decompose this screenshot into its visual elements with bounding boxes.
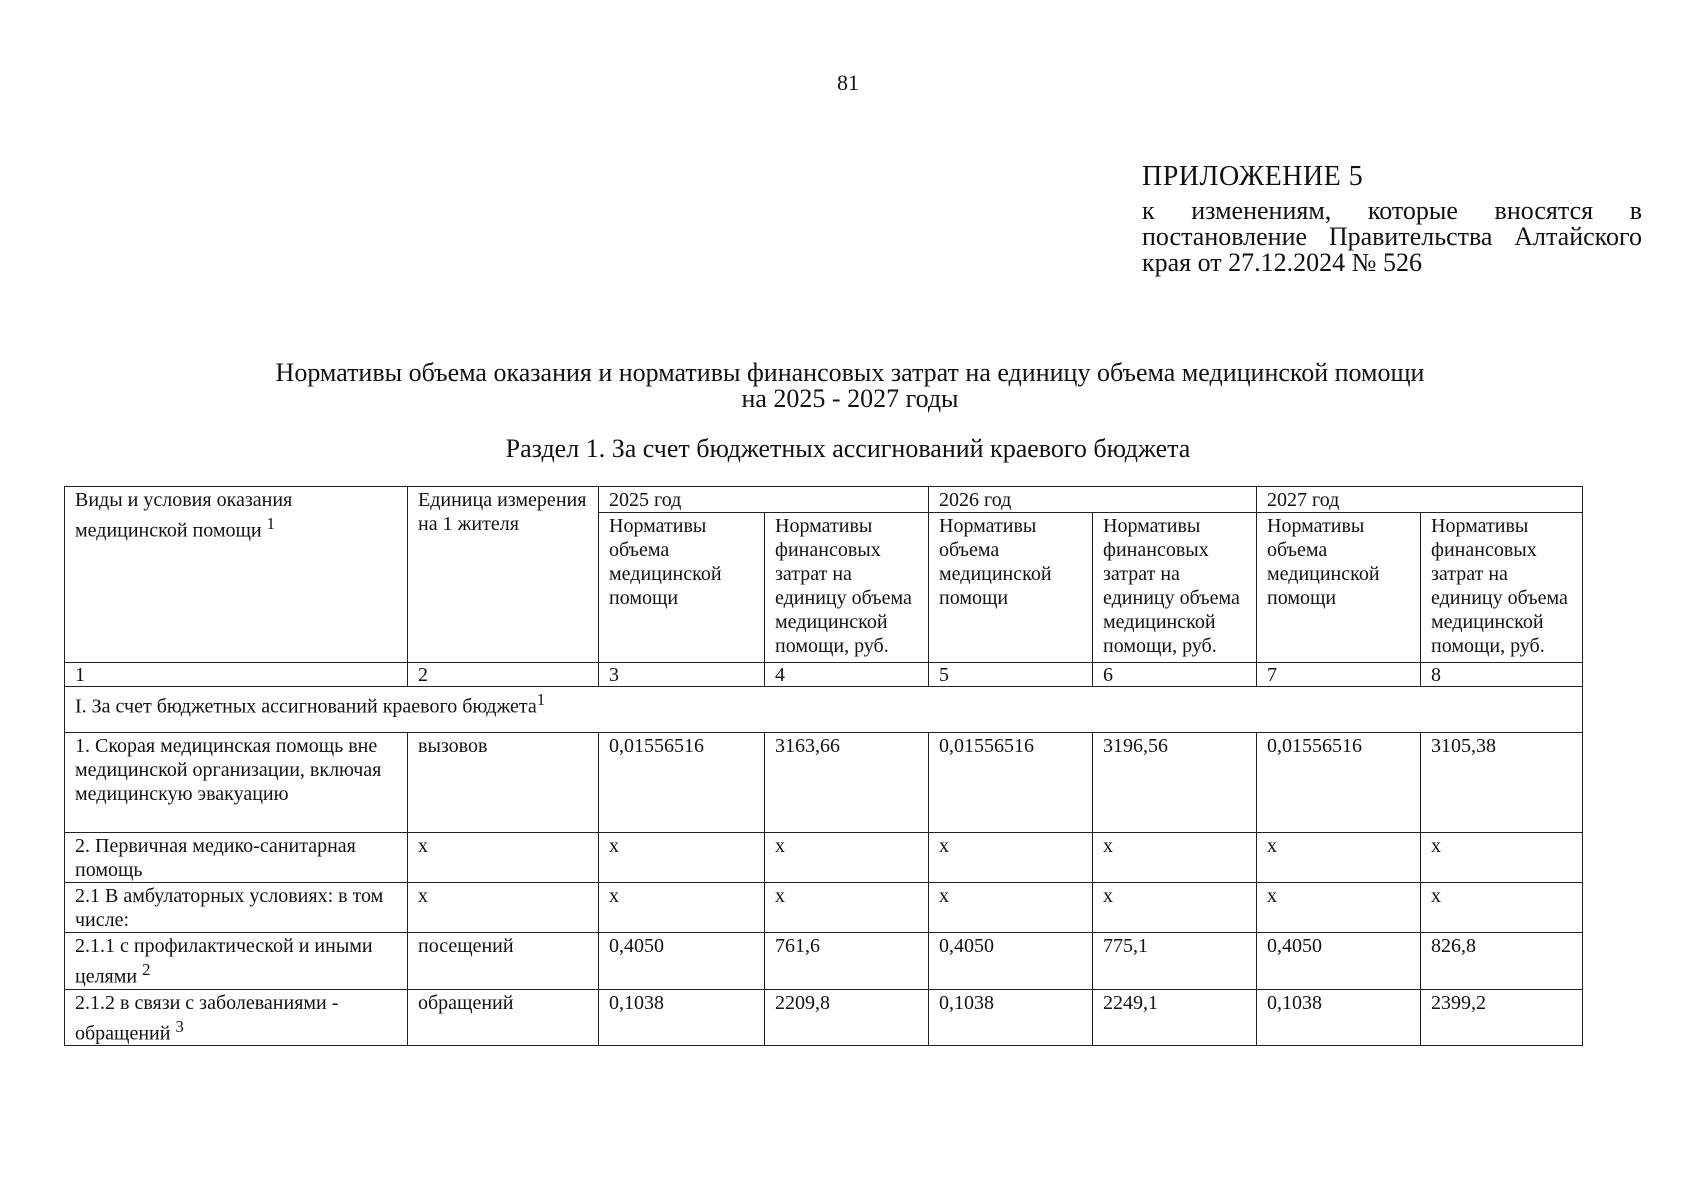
table-row	[65, 933, 1583, 990]
column-number-row	[65, 663, 1583, 687]
header-year-2025: 2025 год	[599, 487, 929, 513]
page-number: 81	[837, 70, 859, 95]
document-title-line-1: Нормативы объема оказания и нормативы финансовых затрат на единицу объема медицинской помощи	[275, 358, 1425, 387]
row-name	[65, 883, 408, 933]
row-cell-c2025: 761,6	[765, 933, 929, 990]
table-row	[65, 989, 1583, 1046]
row-cell-c2027: х	[1421, 833, 1583, 883]
row-footnote: 2	[142, 960, 151, 979]
row-cell-v2027: 0,4050	[1257, 933, 1421, 990]
row-name-label: 2.1 В амбулаторных условиях: в том числе:	[75, 885, 384, 931]
column-number: 4	[765, 663, 929, 687]
row-cell-unit: х	[408, 883, 599, 933]
row-cell-v2025: 0,01556516	[599, 733, 765, 833]
header-row-years	[65, 487, 1583, 513]
column-number: 6	[1093, 663, 1257, 687]
row-cell-unit: посещений	[408, 933, 599, 990]
row-cell-c2026: 3196,56	[1093, 733, 1257, 833]
row-name-label: 2.1.1 с профилактической и иными целями	[75, 935, 373, 988]
row-cell-v2026: 0,01556516	[929, 733, 1093, 833]
header-volume-2027: Нормативы объема медицинской помощи	[1257, 513, 1421, 663]
row-cell-unit: обращений	[408, 989, 599, 1046]
header-type	[65, 487, 408, 663]
row-name-label: 1. Скорая медицинская помощь вне медицинской организации, включая медицинскую эвакуацию	[75, 735, 382, 805]
row-cell-v2025: х	[599, 833, 765, 883]
row-name	[65, 833, 408, 883]
row-cell-v2026: х	[929, 883, 1093, 933]
row-name-label: 2.1.2 в связи с заболеваниями - обращений	[75, 991, 339, 1045]
section-row-footnote: 1	[536, 690, 546, 709]
row-name	[65, 989, 408, 1046]
norms-table	[64, 486, 1583, 1046]
header-cost-2026: Нормативы финансовых затрат на единицу объема медицинской помощи, руб.	[1093, 513, 1257, 663]
section-row-cell	[65, 687, 1583, 733]
column-number: 2	[408, 663, 599, 687]
row-cell-c2025: 3163,66	[765, 733, 929, 833]
section-row	[65, 687, 1583, 733]
document-title	[160, 360, 1540, 412]
header-unit: Единица измерения на 1 жителя	[408, 487, 599, 663]
section-title: Раздел 1. За счет бюджетных ассигнований краевого бюджета	[505, 434, 1191, 463]
row-cell-v2027: х	[1257, 833, 1421, 883]
row-cell-c2027: 826,8	[1421, 933, 1583, 990]
row-cell-c2027: х	[1421, 883, 1583, 933]
header-volume-2025: Нормативы объема медицинской помощи	[599, 513, 765, 663]
header-type-footnote: 1	[266, 514, 275, 533]
document-title-line-2: на 2025 - 2027 годы	[741, 384, 959, 413]
row-name	[65, 733, 408, 833]
row-name	[65, 933, 408, 990]
row-cell-unit: вызовов	[408, 733, 599, 833]
row-cell-c2025: х	[765, 883, 929, 933]
table-row	[65, 883, 1583, 933]
row-cell-c2026: х	[1093, 833, 1257, 883]
column-number: 1	[65, 663, 408, 687]
column-number: 7	[1257, 663, 1421, 687]
table-row	[65, 833, 1583, 883]
section-row-label: I. За счет бюджетных ассигнований краевого бюджета	[75, 695, 537, 718]
column-number: 8	[1421, 663, 1583, 687]
row-cell-v2025: 0,4050	[599, 933, 765, 990]
row-cell-v2027: 0,01556516	[1257, 733, 1421, 833]
column-number: 3	[599, 663, 765, 687]
row-cell-c2027: 2399,2	[1421, 989, 1583, 1046]
row-cell-v2026: 0,1038	[929, 989, 1093, 1046]
row-cell-c2026: 2249,1	[1093, 989, 1257, 1046]
row-cell-v2026: 0,4050	[929, 933, 1093, 990]
row-name-label: 2. Первичная медико-санитарная помощь	[75, 835, 356, 881]
row-cell-v2025: х	[599, 883, 765, 933]
row-cell-c2025: 2209,8	[765, 989, 929, 1046]
column-number: 5	[929, 663, 1093, 687]
row-footnote: 3	[175, 1016, 184, 1036]
row-cell-c2026: х	[1093, 883, 1257, 933]
header-year-2027: 2027 год	[1257, 487, 1583, 513]
row-cell-c2026: 775,1	[1093, 933, 1257, 990]
row-cell-v2025: 0,1038	[599, 989, 765, 1046]
row-cell-v2027: 0,1038	[1257, 989, 1421, 1046]
appendix-title: ПРИЛОЖЕНИЕ 5	[1142, 161, 1364, 192]
row-cell-unit: х	[408, 833, 599, 883]
appendix-block	[1142, 160, 1642, 276]
appendix-text: к изменениям, которые вносятся в постановление Правительства Алтайского края от 27.12.2024 № 526	[1142, 196, 1642, 277]
header-year-2026: 2026 год	[929, 487, 1257, 513]
row-cell-c2027: 3105,38	[1421, 733, 1583, 833]
row-cell-c2025: х	[765, 833, 929, 883]
row-cell-v2027: х	[1257, 883, 1421, 933]
header-volume-2026: Нормативы объема медицинской помощи	[929, 513, 1093, 663]
header-cost-2027: Нормативы финансовых затрат на единицу объема медицинской помощи, руб.	[1421, 513, 1583, 663]
header-cost-2025: Нормативы финансовых затрат на единицу объема медицинской помощи, руб.	[765, 513, 929, 663]
header-type-label: Виды и условия оказания медицинской помощи	[75, 489, 293, 542]
table-row	[65, 733, 1583, 833]
row-cell-v2026: х	[929, 833, 1093, 883]
